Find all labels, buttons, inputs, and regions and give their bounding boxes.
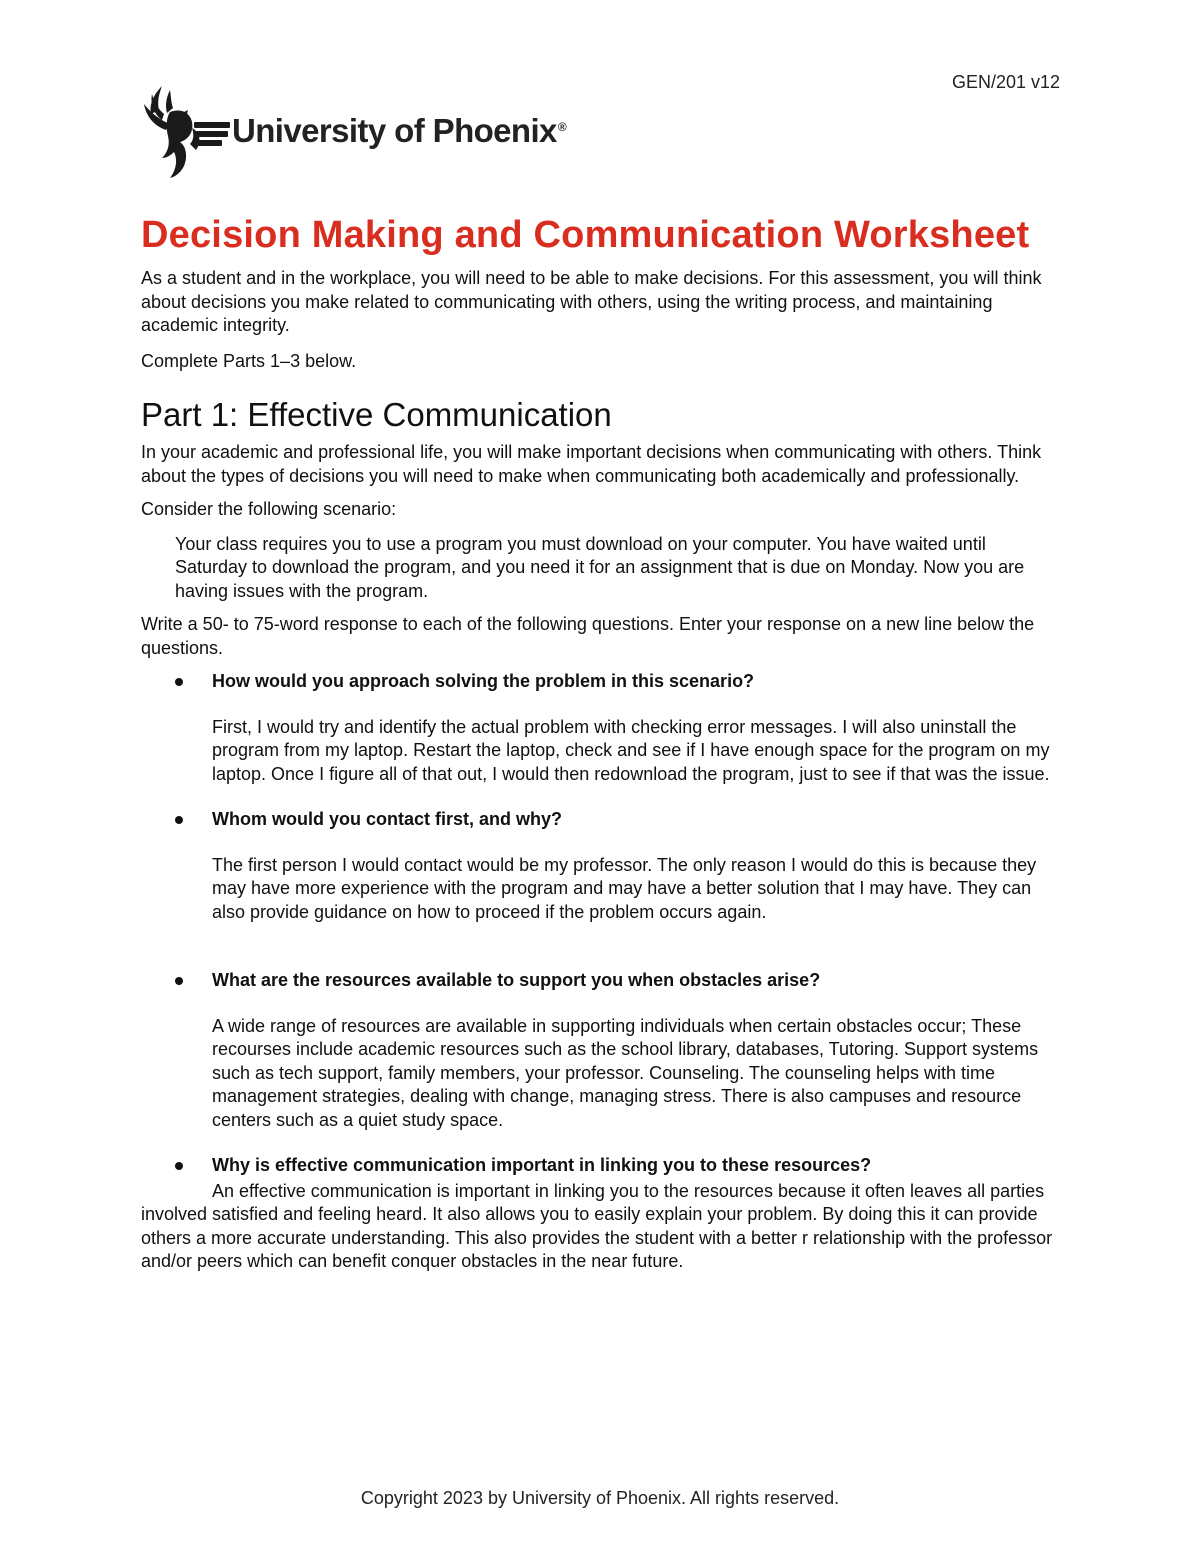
answer-1: First, I would try and identify the actual problem with checking error messages. I will also uninstall the program from my laptop. Restart the laptop, check and see if I have enough space for the program on my laptop. Once I figure all of that out, I would then redownload the program, just to see if that was the issue. — [212, 716, 1050, 784]
list-item — [141, 808, 1061, 924]
response-instructions: Write a 50- to 75-word response to each of the following questions. Enter your response on a new line below the questions. — [141, 614, 1035, 658]
course-code: GEN/201 v12 — [951, 72, 1060, 92]
question-list — [141, 670, 1061, 1178]
answer-2: The first person I would contact would be my professor. The only reason I would do this is because they may have more experience with the program and may have a better solution that I may have. They can also provide guidance on how to proceed if the problem occurs again. — [212, 854, 1037, 922]
question-2: Whom would you contact first, and why? — [212, 809, 562, 829]
answer-4: An effective communication is important in linking you to the resources because it often leaves all parties involved satisfied and feeling heard. It also allows you to easily explain your problem. By doing this it can provide others a more accurate understanding. This also provides the student with a better r relationship with the professor and/or peers which can benefit conquer obstacles in the near future. — [141, 1180, 1053, 1271]
part1-heading: Part 1: Effective Communication — [141, 396, 612, 433]
scenario-text: Your class requires you to use a program you must download on your computer. You have waited until Saturday to download the program, and you need it for an assignment that is due on Monday. Now you are having issues with the program. — [175, 533, 1025, 601]
answer-3: A wide range of resources are available in supporting individuals when certain obstacles occur; These recourses include academic resources such as the school library, databases, Tutoring. Support systems such as tech support, family members, your professor. Counseling. The counseling helps with time management strategies, dealing with change, managing stress. There is also campuses and resource centers such as a quiet study space. — [212, 1015, 1039, 1130]
question-1: How would you approach solving the problem in this scenario? — [212, 671, 755, 691]
bullet-icon — [175, 1162, 183, 1170]
logo-wordmark — [232, 112, 566, 150]
phoenix-bird-icon — [140, 84, 232, 178]
question-3: What are the resources available to support you when obstacles arise? — [212, 970, 821, 990]
intro-paragraph: As a student and in the workplace, you will need to be able to make decisions. For this assessment, you will think about decisions you make related to communicating with others, using the writing process, and maintaining academic integrity. — [141, 268, 1042, 335]
document-body — [141, 212, 1061, 1274]
bullet-icon — [175, 816, 183, 824]
complete-parts-note: Complete Parts 1–3 below. — [141, 350, 357, 371]
list-item — [141, 969, 1061, 1132]
question-4: Why is effective communication important in linking you to these resources? — [212, 1155, 872, 1175]
part1-intro: In your academic and professional life, you will make important decisions when communicating with others. Think about the types of decisions you will need to make when communicating both academically and professionally. — [141, 442, 1042, 486]
scenario-lead: Consider the following scenario: — [141, 499, 397, 519]
registered-mark: ® — [557, 120, 567, 134]
list-item — [141, 670, 1061, 786]
university-logo — [140, 84, 570, 180]
logo-text: University of Phoenix — [232, 112, 557, 149]
copyright-footer: Copyright 2023 by University of Phoenix. All rights reserved. — [360, 1488, 840, 1508]
list-item — [141, 1154, 1061, 1178]
page-title: Decision Making and Communication Worksheet — [141, 214, 1030, 256]
bullet-icon — [175, 977, 183, 985]
bullet-icon — [175, 678, 183, 686]
